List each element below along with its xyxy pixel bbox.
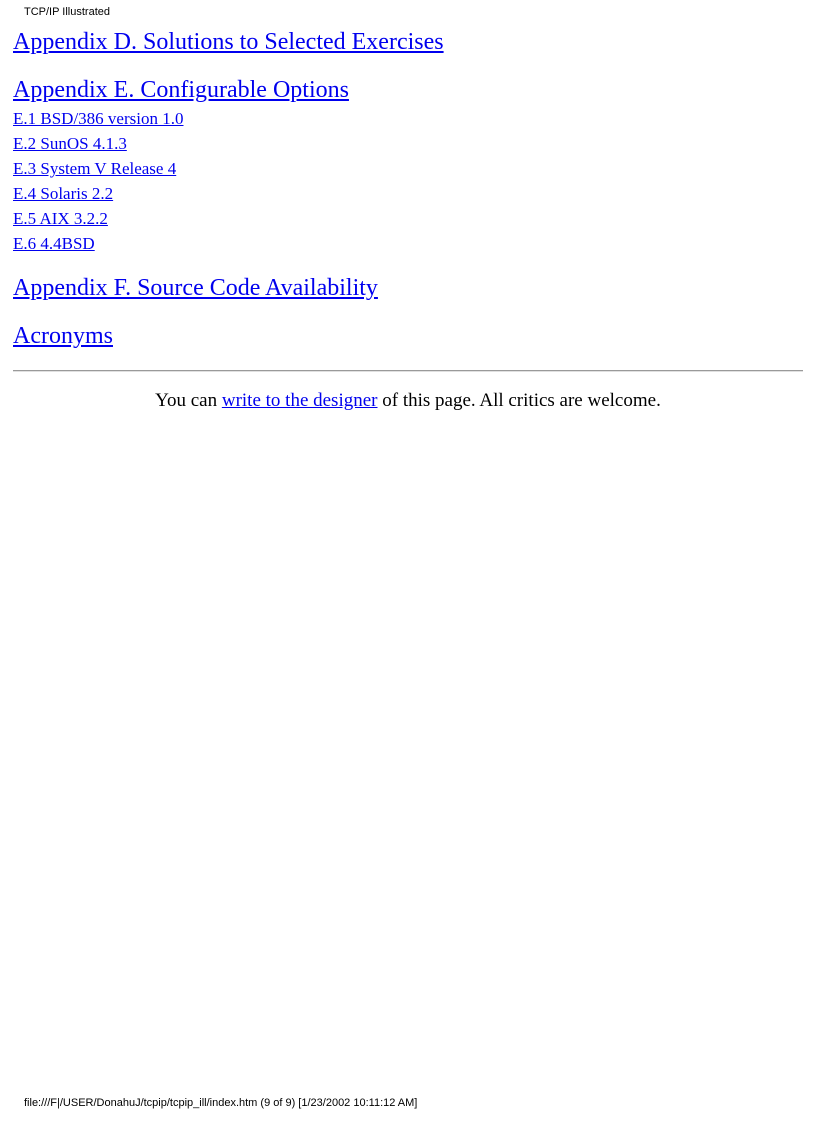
toc-content xyxy=(13,26,803,412)
toc-section-appendix-e xyxy=(13,74,803,256)
print-header: TCP/IP Illustrated xyxy=(24,6,110,18)
toc-section-acronyms xyxy=(13,320,803,352)
subsection-e1-link[interactable]: E.1 BSD/386 version 1.0 xyxy=(13,109,184,128)
horizontal-rule xyxy=(13,370,803,372)
footer-note-prefix: You can xyxy=(155,390,222,411)
acronyms-link[interactable]: Acronyms xyxy=(13,323,113,349)
toc-section-appendix-d xyxy=(13,26,803,58)
appendix-e-link[interactable]: Appendix E. Configurable Options xyxy=(13,77,349,103)
appendix-d-link[interactable]: Appendix D. Solutions to Selected Exercises xyxy=(13,29,444,55)
designer-contact-note xyxy=(13,390,803,412)
list-item xyxy=(13,106,803,131)
toc-section-appendix-f xyxy=(13,272,803,304)
appendix-f-link[interactable]: Appendix F. Source Code Availability xyxy=(13,275,378,301)
subsection-e5-link[interactable]: E.5 AIX 3.2.2 xyxy=(13,209,108,228)
footer-note-suffix: of this page. All critics are welcome. xyxy=(377,390,661,411)
subsection-e3-link[interactable]: E.3 System V Release 4 xyxy=(13,159,177,178)
write-to-designer-link[interactable]: write to the designer xyxy=(221,390,378,411)
section-gap xyxy=(13,58,803,74)
print-footer-file-path: file:///F|/USER/DonahuJ/tcpip/tcpip_ill/index.htm (9 of 9) [1/23/2002 10:11:12 AM] xyxy=(24,1097,418,1109)
list-item xyxy=(13,206,803,231)
list-item xyxy=(13,131,803,156)
subsection-e6-link[interactable]: E.6 4.4BSD xyxy=(13,234,95,253)
section-gap xyxy=(13,304,803,320)
subsection-e4-link[interactable]: E.4 Solaris 2.2 xyxy=(13,184,114,203)
section-gap xyxy=(13,256,803,272)
list-item xyxy=(13,231,803,256)
appendix-e-subsection-list xyxy=(13,106,803,256)
list-item xyxy=(13,156,803,181)
subsection-e2-link[interactable]: E.2 SunOS 4.1.3 xyxy=(13,134,127,153)
list-item xyxy=(13,181,803,206)
